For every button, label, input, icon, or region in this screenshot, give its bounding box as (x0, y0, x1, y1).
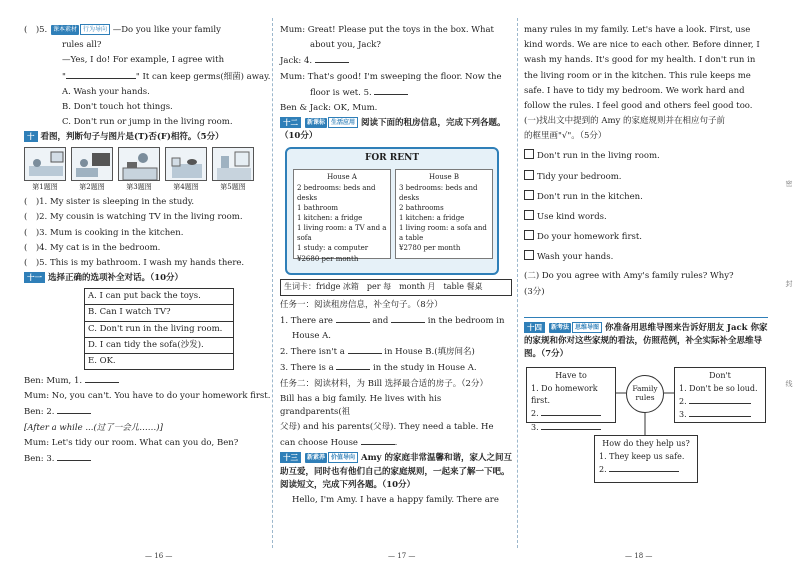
q5-option-b: B. Don't touch hot things. (62, 101, 173, 112)
picture-captions: 第1题图 第2题图 第3题图 第4题图 第5题图 (32, 183, 246, 192)
tf-item: ( )5. This is my bathroom. I wash my hands there. (24, 257, 245, 268)
answer-blank[interactable] (57, 452, 91, 461)
column-page-17 (280, 22, 512, 509)
task-2-heading: 任务二：阅读材料，为 Bill 选择最合适的房子。（2分） (280, 378, 488, 389)
checkbox[interactable] (524, 250, 534, 260)
q5-line3: —Yes, I do! For example, I agree with (62, 55, 225, 66)
answer-blank[interactable] (361, 436, 395, 445)
checkbox[interactable] (524, 170, 534, 180)
question-1-title: 的框里画"√"。（5分） (524, 131, 607, 142)
behavior-tag: 行为导向 (80, 24, 110, 35)
picture-5-icon (212, 147, 254, 181)
how-help-box: How do they help us? 1. They keep us safe. 2. (594, 435, 698, 483)
dialogue-line: Mum: No, you can't. You have to do your homework first. (24, 391, 271, 402)
passage-text: Hello, I'm Amy. I have a happy family. There are (292, 495, 499, 505)
family-rules-node: Family rules (626, 375, 664, 413)
dialogue-line: Mum: Let's tidy our room. What can you do, Ben? (24, 437, 239, 448)
checkbox[interactable] (524, 230, 534, 240)
answer-blank[interactable] (348, 345, 382, 354)
passage-text: the living room or in the kitchen. This rule keeps me (524, 70, 751, 81)
seal-mark: 线 (785, 380, 793, 387)
picture-4-icon (165, 147, 207, 181)
passage-text: many rules in my family. Let's have a look. First, use (524, 25, 751, 35)
mind-map (524, 365, 768, 495)
checkbox[interactable] (524, 210, 534, 220)
textbook-badge: 课本素材 (52, 26, 77, 33)
options-box (84, 288, 234, 370)
answer-blank[interactable] (315, 54, 349, 63)
answer-blank[interactable] (57, 405, 91, 414)
picture-1-icon (24, 147, 66, 181)
question-1-title: (一)找出文中提到的 Amy 的家庭规则并在相应句子前 (524, 116, 726, 127)
task-item: 3. There is a in the study in House A. (280, 363, 477, 374)
column-page-18 (524, 22, 768, 495)
page-number: — 18 — (625, 552, 653, 560)
section-12-heading: 十二 新课标 生活应用 阅读下面的租房信息，完成下列各题。（10分） (280, 118, 506, 142)
q5-option-c: C. Don't run or jump in the living room. (62, 117, 233, 128)
rule-check-item[interactable]: Don't run in the living room. (524, 149, 768, 163)
dialogue-line: Ben: 2. (24, 405, 276, 419)
rule-check-item[interactable]: Don't run in the kitchen. (524, 190, 768, 204)
answer-blank[interactable] (609, 463, 679, 472)
option-item: D. I can tidy the sofa(沙发). (85, 338, 233, 354)
answer-line[interactable] (524, 317, 768, 318)
option-item: E. OK. (88, 355, 116, 366)
dialogue-line: Jack: 4. (280, 54, 512, 68)
section-10-heading: 十 看图，判断句子与图片是(T)否(F)相符。（5分） (24, 131, 276, 144)
section-13-heading: 十三 新素养 价值导向 Amy 的家庭非常温馨和谐，家人之间互助互爱，同时也有他们自己的家庭规则，一起来了解一下吧。阅读短文，完成下列各题。（10分） (280, 453, 512, 490)
seal-mark: 封 (785, 280, 793, 287)
passage-text: wash my hands. It's good for my health. I don't run in (524, 55, 756, 66)
rule-check-item[interactable]: Do your homework first. (524, 230, 768, 244)
q5-option-a: A. Wash your hands. (62, 86, 150, 97)
house-a-card: House A 2 bedrooms: beds and desks 1 bathroom 1 kitchen: a fridge 1 living room: a TV and a sofa 1 study: a computer ¥2680 per month (293, 169, 391, 259)
picture-strip (24, 147, 276, 181)
dialogue-line: Ben: Mum, 1. (24, 374, 276, 388)
checkbox[interactable] (524, 190, 534, 200)
bill-text: can choose House . (280, 438, 398, 449)
have-to-box: Have to 1. Do homework first. 2. 3. (526, 367, 616, 423)
dialogue-line: Ben: 3. (24, 452, 276, 466)
picture-2-icon (71, 147, 113, 181)
dialogue-line: Mum: Great! Please put the toys in the box. What (280, 25, 494, 35)
passage-text: follow the rules. I feel good and others feel good too. (524, 100, 753, 111)
rule-check-item[interactable]: Use kind words. (524, 210, 768, 224)
dialogue-line: [After a while ...(过了一会儿……)] (24, 422, 163, 433)
rent-title: FOR RENT (364, 153, 420, 164)
q5-line1: ( )5. 课本素材 行为导向 —Do you like your family (24, 25, 221, 35)
checkbox[interactable] (524, 149, 534, 159)
dialogue-line: Mum: That's good! I'm sweeping the floor. Now the (280, 71, 502, 82)
question-2: (二) Do you agree with Amy's family rules? Why? (524, 271, 734, 282)
task-item: House A. (292, 331, 331, 342)
house-b-card: House B 3 bedrooms: beds and desks 2 bathrooms 1 kitchen: a fridge 1 living room: a sofa and a table ¥2780 per month (395, 169, 493, 259)
bill-text: Bill has a big family. He lives with his grandparents(祖 (280, 393, 442, 417)
passage-text: safe. I have to tidy my bedroom. We work hard and (524, 85, 745, 96)
vocab-card: 生词卡：fridge 冰箱 per 每 month 月 table 餐桌 (280, 279, 512, 295)
dont-box: Don't 1. Don't be so loud. 2. 3. (674, 367, 766, 423)
tf-item: ( )4. My cat is in the bedroom. (24, 242, 161, 253)
answer-blank[interactable] (336, 361, 370, 370)
dialogue-line: floor is wet. 5. (280, 86, 512, 100)
page-number: — 16 — (145, 552, 173, 560)
bill-text: 父母) and his parents(父母). They need a table. He (280, 422, 494, 433)
question-2: (3分) (524, 286, 545, 297)
passage-text: kind words. We are nice to each other. Before dinner, I (524, 40, 760, 51)
dialogue-line: Ben & Jack: OK, Mum. (280, 102, 378, 113)
q5-line4: " " It can keep germs(细菌) away. (62, 71, 271, 82)
option-item: B. Can I watch TV? (85, 305, 233, 321)
section-11-heading: 十一 选择正确的选项补全对话。（10分） (24, 272, 276, 285)
seal-mark: 密 (785, 180, 793, 187)
tf-item: ( )1. My sister is sleeping in the study. (24, 197, 195, 208)
task-1-heading: 任务一：阅读租房信息，补全句子。（8分） (280, 299, 443, 310)
q5-line2: rules all? (62, 40, 102, 51)
answer-blank[interactable] (541, 407, 601, 416)
section-14-heading: 十四 新考法 思维导图 你准备用思维导图来告诉好朋友 Jack 你家的家规和你对这些家规的看法，仿照范例，补全实际补全思维导图。（7分） (524, 322, 768, 360)
picture-3-icon (118, 147, 160, 181)
answer-blank[interactable] (689, 395, 751, 404)
column-page-16 (24, 22, 276, 468)
option-item: C. Don't run in the living room. (85, 322, 233, 338)
option-item: A. I can put back the toys. (85, 289, 233, 305)
rule-check-item[interactable]: Tidy your bedroom. (524, 170, 768, 184)
tf-item: ( )3. Mum is cooking in the kitchen. (24, 227, 184, 238)
answer-blank[interactable] (66, 70, 136, 79)
answer-blank[interactable] (374, 86, 408, 95)
rule-check-item[interactable]: Wash your hands. (524, 250, 768, 264)
page-number: — 17 — (388, 552, 416, 560)
answer-blank[interactable] (336, 314, 370, 323)
task-item: 1. There are and in the bedroom in (280, 315, 505, 326)
for-rent-board (285, 147, 499, 275)
answer-blank[interactable] (689, 408, 751, 417)
answer-blank[interactable] (541, 421, 601, 430)
task-item: 2. There isn't a in House B.(填房间名) (280, 347, 475, 358)
tf-item: ( )2. My cousin is watching TV in the living room. (24, 212, 243, 223)
answer-blank[interactable] (85, 374, 119, 383)
answer-blank[interactable] (391, 314, 425, 323)
dialogue-line: about you, Jack? (310, 40, 381, 51)
